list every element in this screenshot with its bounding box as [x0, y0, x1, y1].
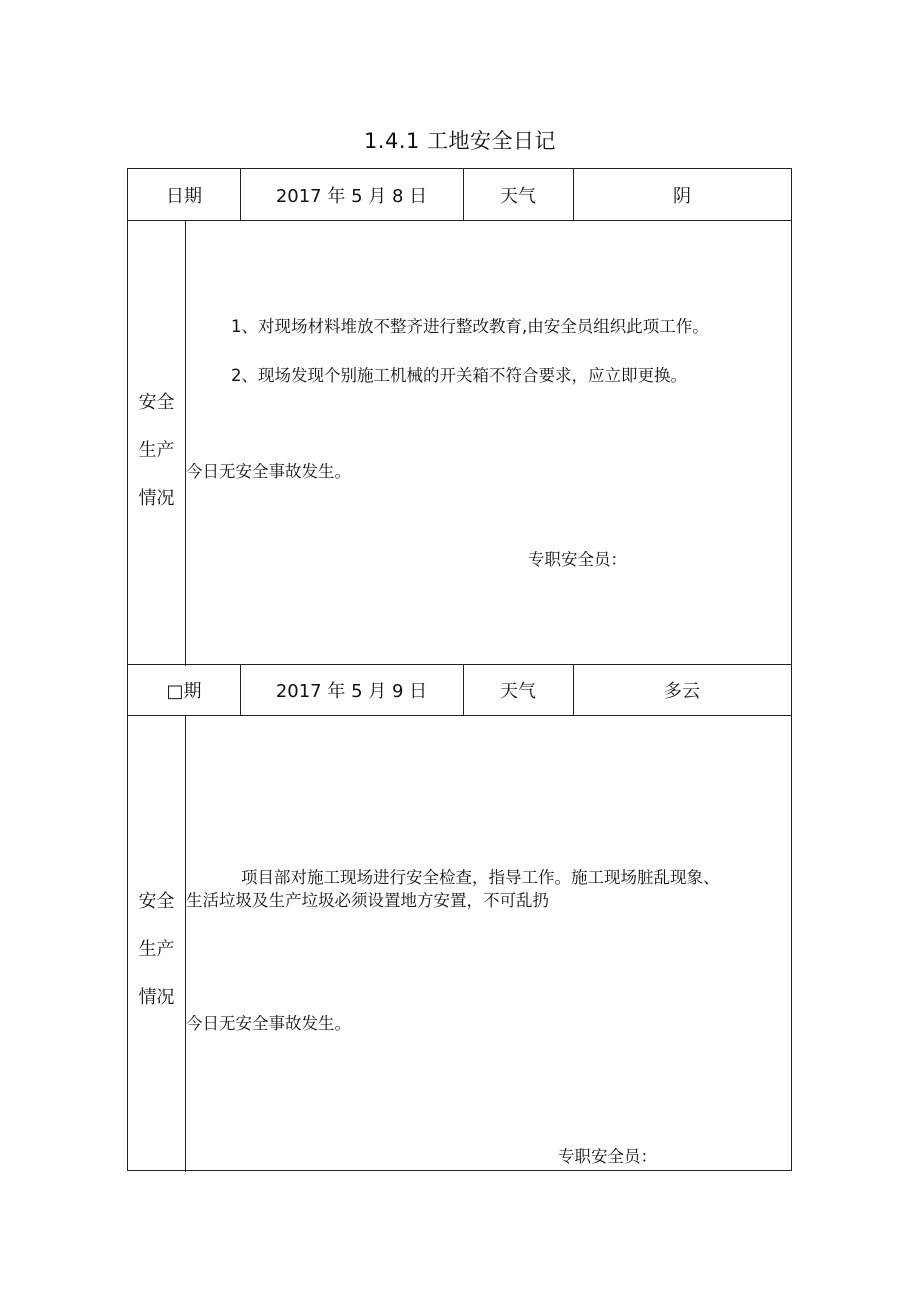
no-accident-note: 今日无安全事故发生。 [186, 462, 351, 481]
date-value: 2017 年 5 月 9 日 [275, 681, 428, 702]
safety-item: 1、对现场材料堆放不整齐进行整改教育,由安全员组织此项工作。 [231, 317, 709, 336]
safety-item: 2、现场发现个别施工机械的开关箱不符合要求，应立即更换。 [231, 366, 687, 385]
entry-header-row [128, 665, 791, 716]
section-label: 安全 生产 情况 [138, 392, 175, 509]
section-label: 安全 生产 情况 [138, 891, 175, 1008]
weather-label: 天气 [500, 681, 536, 702]
safety-item: 生活垃圾及生产垃圾必须设置地方安置，不可乱扔 [186, 891, 549, 910]
page-title: 1.4.1 工地安全日记 [363, 129, 557, 153]
safety-officer-label: 专职安全员： [558, 1147, 657, 1166]
safety-log-entry-1 [127, 168, 792, 665]
date-value: 2017 年 5 月 8 日 [275, 185, 428, 207]
safety-officer-label: 专职安全员： [528, 550, 627, 569]
date-label: □期 [166, 681, 202, 702]
entry-header-row [128, 169, 791, 221]
weather-label: 天气 [500, 185, 536, 207]
weather-value: 多云 [664, 681, 700, 702]
no-accident-note: 今日无安全事故发生。 [186, 1014, 351, 1033]
weather-value: 阴 [673, 185, 691, 207]
safety-item: 项目部对施工现场进行安全检查，指导工作。施工现场脏乱现象、 [241, 868, 720, 887]
safety-log-entry-2 [127, 664, 792, 1171]
date-label: 日期 [166, 185, 202, 207]
